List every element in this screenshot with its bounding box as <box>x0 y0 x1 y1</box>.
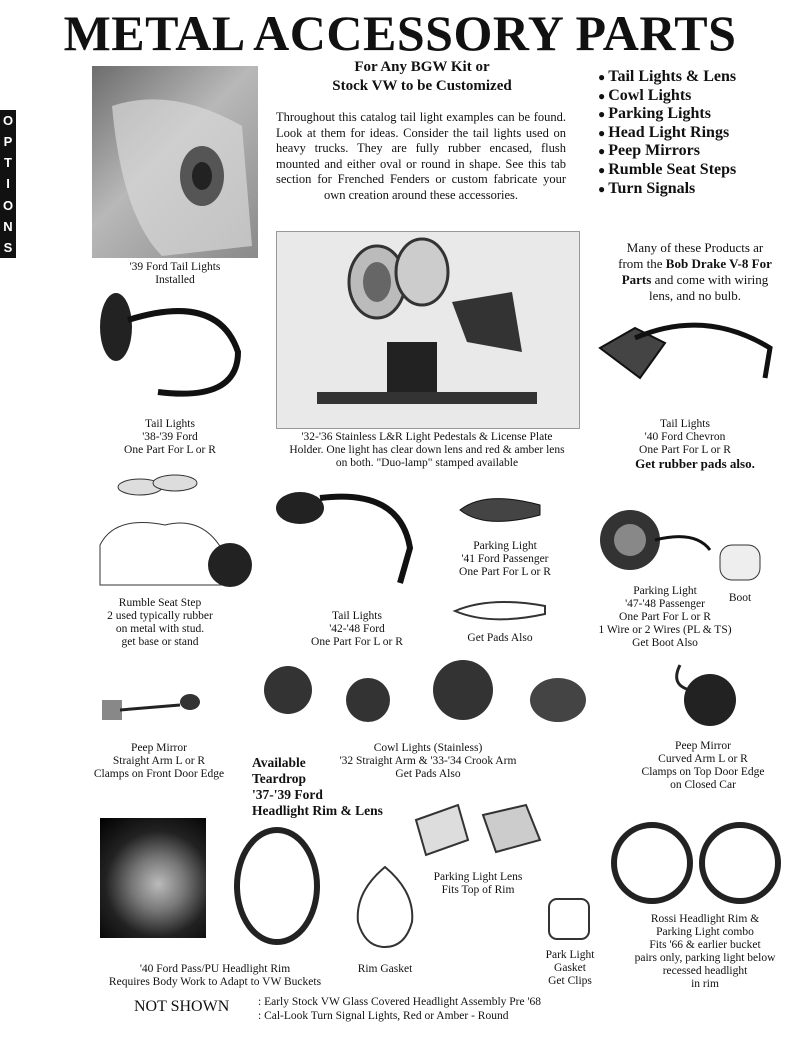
cowl-caption: Cowl Lights (Stainless) '32 Straight Arm & '33-'34 Crook Arm Get Pads Also <box>339 742 517 780</box>
peep-mirror-curved-illustration <box>670 660 750 730</box>
tab-letter: N <box>3 218 13 234</box>
pedestal-illustration <box>277 232 579 428</box>
get-pads-caption: Get Pads Also <box>467 632 533 644</box>
intro-paragraph: Throughout this catalog tail light examples can be found. Look at them for ideas. Consider the tail lights used on heavy trucks. They are fully rubber encased, flush mounted and either oval or round in shape. See this tab section for Frenched Fenders or custom fabricate your own creation around these accessories. <box>276 110 566 202</box>
tail-light-40-chevron-illustration <box>595 318 775 398</box>
park-gasket-caption: Park Light Gasket Get Clips <box>545 949 595 987</box>
headlight-rim-caption: '40 Ford Pass/PU Headlight Rim Requires Body Work to Adapt to VW Buckets <box>108 963 322 988</box>
tail-38-39-caption: Tail Lights '38-'39 Ford One Part For L or R <box>124 418 216 456</box>
tail-light-38-39-illustration <box>98 292 248 402</box>
teardrop-note: Available Teardrop '37-'39 Ford Headlight Rim & Lens <box>252 755 383 818</box>
rossi-rims-illustration <box>610 818 790 908</box>
rubber-pads-note: Get rubber pads also. <box>635 456 755 471</box>
cowl-lights-illustration <box>258 660 608 745</box>
feature-list <box>598 68 798 198</box>
tab-letter: O <box>2 197 14 213</box>
fender-illustration <box>92 66 258 258</box>
tab-letter: O <box>2 113 14 129</box>
subtitle: For Any BGW Kit or Stock VW to be Customized <box>332 59 512 94</box>
pedestals-caption: '32-'36 Stainless L&R Light Pedestals & License Plate Holder. One light has clear down lens and red & amber lens on both. "Duo-lamp" stamped available <box>289 431 565 469</box>
rim-gasket-caption: Rim Gasket <box>357 963 413 975</box>
tail-42-48-caption: Tail Lights '42-'48 Ford One Part For L or R <box>311 610 403 648</box>
feature-item: ● Parking Lights <box>598 105 798 124</box>
peep-curved-caption: Peep Mirror Curved Arm L or R Clamps on Top Door Edge on Closed Car <box>641 740 765 791</box>
ford39-installed-photo <box>92 66 258 258</box>
options-tab <box>0 110 16 258</box>
headlight-photo <box>100 818 206 938</box>
feature-item: ● Peep Mirrors <box>598 142 798 161</box>
rumble-step-caption: Rumble Seat Step 2 used typically rubber on metal with stud. get base or stand <box>107 597 213 648</box>
parking-lens-illustration <box>408 800 548 862</box>
headlight-rim-illustration <box>232 826 322 946</box>
tab-letter: P <box>3 134 13 150</box>
parking-light-41-illustration <box>455 490 545 530</box>
not-shown-item: : Cal-Look Turn Signal Lights, Red or Amber - Round <box>258 1010 509 1022</box>
rumble-step-illustration <box>95 475 255 595</box>
pedestals-photo <box>276 231 580 429</box>
rossi-caption: Rossi Headlight Rim & Parking Light combo Fits '66 & earlier bucket pairs only, parking light below recessed headlight in rim <box>634 913 776 990</box>
parking-lens-caption: Parking Light Lens Fits Top of Rim <box>433 871 523 896</box>
tail-40-caption: Tail Lights '40 Ford Chevron One Part For L or R <box>639 418 731 456</box>
boot-caption: Boot <box>728 592 752 604</box>
ford39-installed-caption: '39 Ford Tail Lights Installed <box>129 261 221 286</box>
parking-41-caption: Parking Light '41 Ford Passenger One Part For L or R <box>459 540 551 578</box>
feature-item: ● Cowl Lights <box>598 87 798 106</box>
not-shown-label: NOT SHOWN <box>134 998 230 1015</box>
park-gasket-illustration <box>545 895 595 945</box>
feature-item: ● Head Light Rings <box>598 124 798 143</box>
not-shown-item: : Early Stock VW Glass Covered Headlight Assembly Pre '68 <box>258 996 542 1008</box>
tail-light-42-48-illustration <box>270 488 420 588</box>
tab-letter: S <box>3 239 13 255</box>
tab-letter: I <box>6 176 10 192</box>
rim-gasket-illustration <box>350 862 420 952</box>
page-title: METAL ACCESSORY PARTS <box>63 5 737 61</box>
parking-light-47-48-illustration <box>595 500 775 590</box>
not-shown-list <box>258 995 541 1023</box>
peep-mirror-straight-illustration <box>100 690 220 730</box>
feature-item: ● Turn Signals <box>598 180 798 199</box>
feature-item: ● Rumble Seat Steps <box>598 161 798 180</box>
pad-illustration <box>450 596 550 626</box>
parking-47-48-caption: Parking Light '47-'48 Passenger One Part For L or R 1 Wire or 2 Wires (PL & TS) Get Boot Also <box>598 585 732 649</box>
feature-item: ● Tail Lights & Lens <box>598 68 798 87</box>
products-note: Many of these Products ar from the Bob Drake V-8 For Parts and come with wiring lens, and no bulb. <box>618 240 772 303</box>
peep-straight-caption: Peep Mirror Straight Arm L or R Clamps on Front Door Edge <box>93 742 225 780</box>
tab-letter: T <box>4 155 12 171</box>
